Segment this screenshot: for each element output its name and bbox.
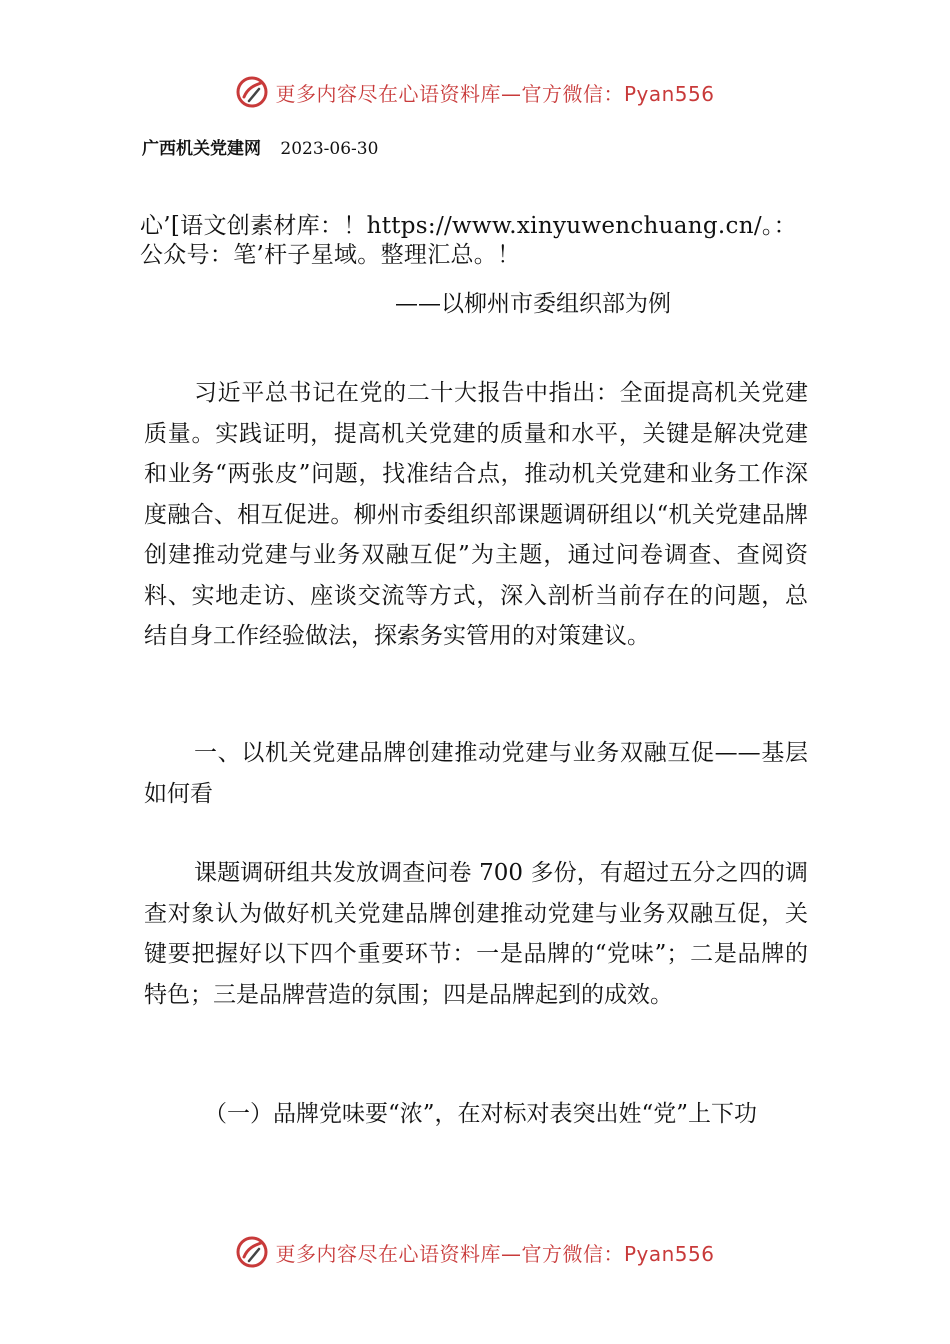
- section-heading-1: 一、以机关党建品牌创建推动党建与业务双融互促——基层如何看: [144, 740, 808, 807]
- bottom-watermark-banner: [0, 1232, 950, 1272]
- article-source: 广西机关党建网: [142, 139, 261, 159]
- paragraph-intro: 习近平总书记在党的二十大报告中指出：全面提高机关党建质量。实践证明，提高机关党建的质量和水平，关键是解决党建和业务“两张皮”问题，找准结合点，推动机关党建和业务工作深度融合、相互促进。柳州市委组织部课题调研组以“机关党建品牌创建推动党建与业务双融互促”为主题，通过问卷调查、查阅资料、实地走访、座谈交流等方式，深入剖析当前存在的问题，总结自身工作经验做法，探索务实管用的对策建议。: [144, 380, 808, 649]
- banner-text: 更多内容尽在心语资料库—官方微信：Pyan556: [275, 81, 715, 106]
- subsection-heading-1: （一）品牌党味要“浓”，在对标对表突出姓“党”上下功: [204, 1101, 758, 1127]
- paragraph-survey: 课题调研组共发放调查问卷 700 多份，有超过五分之四的调查对象认为做好机关党建品牌创建推动党建与业务双融互促，关键要把握好以下四个重要环节：一是品牌的“党味”；二是品牌的特色；三是品牌营造的氛围；四是品牌起到的成效。: [144, 860, 808, 1008]
- article-date: 2023-06-30: [280, 139, 379, 159]
- brand-logo-icon: [235, 1235, 269, 1269]
- brand-logo-icon: [235, 75, 269, 109]
- article-subtitle: ——以柳州市委组织部为例: [395, 291, 671, 317]
- article-meta: [142, 134, 378, 159]
- top-watermark-banner: [0, 72, 950, 112]
- banner-text: 更多内容尽在心语资料库—官方微信：Pyan556: [275, 1241, 715, 1266]
- header-line-1: 心’[语文创素材库：！https://www.xinyuwenchuang.cn/。：: [140, 213, 797, 239]
- header-line-2: 公众号：笔’杆子星域。整理汇总。！: [140, 242, 521, 268]
